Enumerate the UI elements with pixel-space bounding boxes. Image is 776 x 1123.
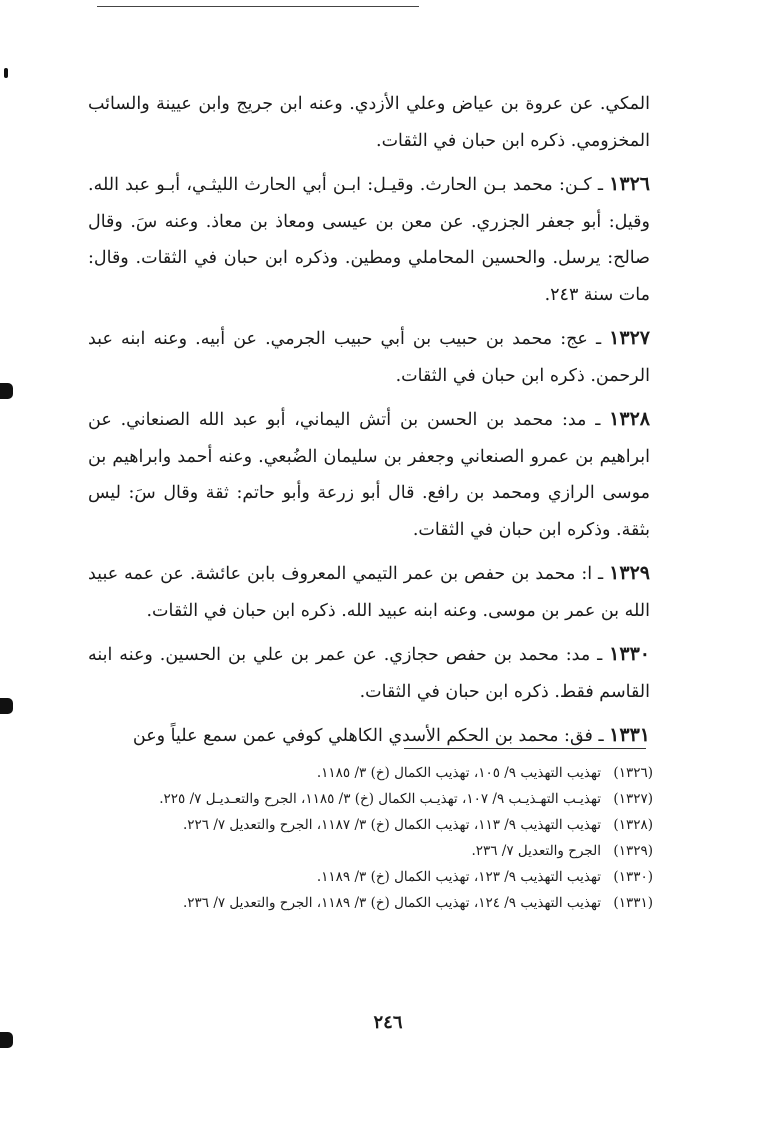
entry-number: ١٣٢٩	[609, 562, 650, 584]
footnote-number: (١٣٢٦)	[613, 765, 653, 781]
footnote-text: الجرح والتعديل ٧/ ٢٣٦.	[471, 843, 601, 859]
footnote-text: تهذيب التهذيب ٩/ ١١٣، تهذيب الكمال (خ) ٣/ ١١٨٧، الجرح والتعديل ٧/ ٢٢٦.	[182, 817, 601, 833]
footnote-number: (١٣٣١)	[613, 895, 653, 911]
entry-1326	[88, 166, 650, 313]
footnote-number: (١٣٢٩)	[613, 843, 653, 859]
margin-mark	[0, 383, 13, 399]
footnote-1327	[88, 786, 653, 812]
entry-text: ـ عج: محمد بن حبيب بن أبي حبيب الجرمي. عن أبيه. وعنه ابنه عبد الرحمن. ذكره ابن حبان في الثقات.	[88, 329, 650, 386]
footnote-number: (١٣٢٨)	[613, 817, 653, 833]
footnote-number: (١٣٣٠)	[613, 869, 653, 885]
margin-mark	[0, 1032, 13, 1048]
margin-mark	[0, 698, 13, 714]
margin-mark	[4, 68, 8, 78]
footnote-1326	[88, 760, 653, 786]
entry-text: ـ كـن: محمد بـن الحارث. وقيـل: ابـن أبي الحارث الليثـي، أبـو عبد الله. وقيل: أبو جعفر الجزري. عن معن بن عيسى ومعاذ بن معاذ. وعنه سَ. وقال صالح: يرسل. والحسين المحاملي ومطين. وذكره ابن حبان في الثقات. وقال: مات سنة ٢٤٣.	[88, 175, 650, 305]
entry-number: ١٣٢٨	[609, 408, 650, 430]
footnotes	[88, 760, 653, 916]
entry-number: ١٣٢٧	[609, 327, 650, 349]
page-number: ٢٤٦	[373, 1012, 403, 1033]
footnote-1329	[88, 838, 653, 864]
footnote-1328	[88, 812, 653, 838]
entry-number: ١٣٢٦	[609, 173, 650, 195]
footnote-text: تهذيـب التهـذيـب ٩/ ١٠٧، تهذيـب الكمال (خ) ٣/ ١١٨٥، الجرح والتعـديـل ٧/ ٢٢٥.	[159, 791, 601, 807]
paragraph-text: المكي. عن عروة بن عياض وعلي الأزدي. وعنه ابن جريج وابن عيينة والسائب المخزومي. ذكره ابن حبان في الثقات.	[88, 94, 650, 151]
footnote-text: تهذيب التهذيب ٩/ ١٠٥، تهذيب الكمال (خ) ٣/ ١١٨٥.	[316, 765, 601, 781]
main-text	[88, 86, 650, 762]
footnote-1330	[88, 864, 653, 890]
footnote-separator	[404, 748, 646, 749]
paragraph-continuation	[88, 86, 650, 159]
footnote-text: تهذيب التهذيب ٩/ ١٢٣، تهذيب الكمال (خ) ٣/ ١١٨٩.	[316, 869, 601, 885]
entry-text: ـ ا: محمد بن حفص بن عمر التيمي المعروف بابن عائشة. عن عمه عبيد الله بن عمر بن موسى. وعنه ابنه عبيد الله. ذكره ابن حبان في الثقات.	[88, 564, 650, 621]
entry-number: ١٣٣١	[609, 724, 650, 746]
entry-text: ـ مد: محمد بن الحسن بن أتش اليماني، أبو عبد الله الصنعاني. عن ابراهيم بن عمرو الصنعاني وجعفر بن سليمان الضُبعي. وعنه أحمد وابراهيم بن موسى الرازي ومحمد بن رافع. قال أبو زرعة وأبو حاتم: ثقة وقال سَ: ليس بثقة. وذكره ابن حبان في الثقات.	[88, 410, 650, 540]
entry-1329	[88, 555, 650, 629]
entry-1327	[88, 320, 650, 394]
footnote-text: تهذيب التهذيب ٩/ ١٢٤، تهذيب الكمال (خ) ٣/ ١١٨٩، الجرح والتعديل ٧/ ٢٣٦.	[182, 895, 601, 911]
entry-1328	[88, 401, 650, 548]
entry-1330	[88, 636, 650, 710]
footnote-1331	[88, 890, 653, 916]
top-rule	[97, 6, 419, 7]
entry-number: ١٣٣٠	[609, 643, 650, 665]
footnote-number: (١٣٢٧)	[613, 791, 653, 807]
entry-text: ـ مد: محمد بن حفص حجازي. عن عمر بن علي بن الحسين. وعنه ابنه القاسم فقط. ذكره ابن حبان في الثقات.	[88, 645, 650, 702]
entry-text: ـ فق: محمد بن الحكم الأسدي الكاهلي كوفي عمن سمع علياً وعن	[132, 726, 610, 746]
